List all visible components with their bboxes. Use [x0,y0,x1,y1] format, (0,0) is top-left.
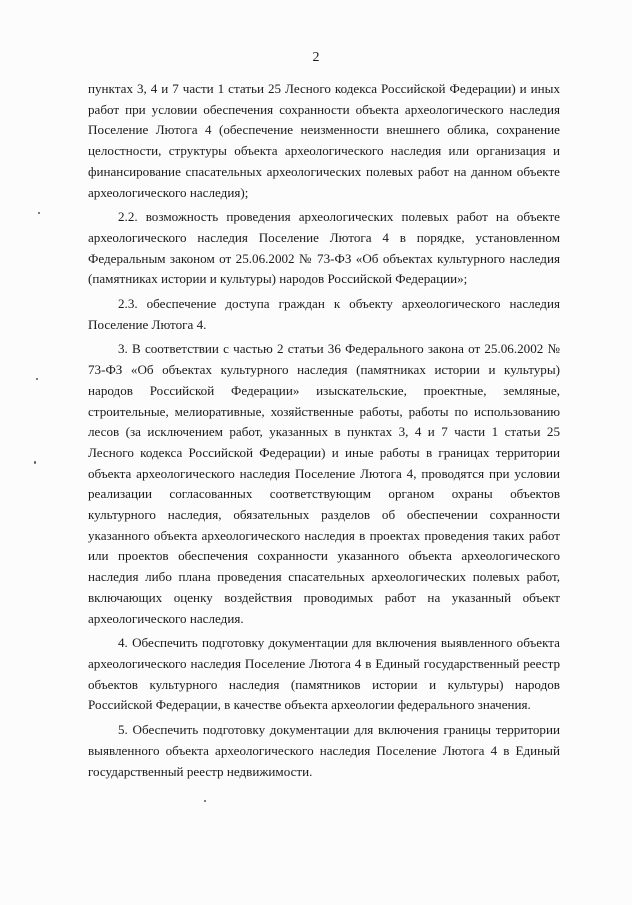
page-number: 2 [312,50,320,65]
paragraph-2-2: 2.2. возможность проведения археологических полевых работ на объекте археологического наследия Поселение Лютога 4 в порядке, установленном Федеральным законом от 25.06.2002 № 73-ФЗ «Об объектах культурного наследия (памятниках истории и культуры) народов Российской Федерации»; [88,209,560,287]
scan-speck [204,800,206,802]
scan-speck [36,378,38,380]
scan-speck [34,461,36,464]
paragraph-continuation: пунктах 3, 4 и 7 части 1 статьи 25 Лесного кодекса Российской Федерации) и иных работ при условии обеспечения сохранности объекта археологического наследия Поселение Лютога 4 (обеспечение неизменности внешнего облика, сохранение целостности, структуры объекта археологического наследия или организация и финансирование спасательных археологических полевых работ на данном объекте археологического наследия); [88,81,560,200]
paragraph-3: 3. В соответствии с частью 2 статьи 36 Федерального закона от 25.06.2002 № 73-ФЗ «Об объектах культурного наследия (памятниках истории и культуры) народов Российской Федерации» изыскательские, проектные, земляные, строительные, мелиоративные, хозяйственные работы, работы по использованию лесов (за исключением работ, указанных в пунктах 3, 4 и 7 части 1 статьи 25 Лесного кодекса Российской Федерации) и иные работы в границах территории объекта археологического наследия Поселение Лютога 4, проводятся при условии реализации согласованных соответствующим органом охраны объектов культурного наследия, обязательных разделов об обеспечении сохранности указанного объекта археологического наследия в проектах проведения таких работ или проектов обеспечения сохранности указанного объекта археологического наследия либо плана проведения спасательных археологических полевых работ, включающих оценку воздействия проводимых работ на указанный объект археологического наследия. [88,341,560,626]
scan-speck [38,212,40,214]
paragraph-4: 4. Обеспечить подготовку документации для включения выявленного объекта археологического наследия Поселение Лютога 4 в Единый государственный реестр объектов культурного наследия (памятников истории и культуры) народов Российской Федерации, в качестве объекта археологии федерального значения. [88,635,560,713]
paragraph-5: 5. Обеспечить подготовку документации для включения границы территории выявленного объекта археологического наследия Поселение Лютога 4 в Единый государственный реестр недвижимости. [88,722,560,779]
paragraph-2-3: 2.3. обеспечение доступа граждан к объекту археологического наследия Поселение Лютога 4. [88,296,560,332]
document-body [88,79,560,782]
